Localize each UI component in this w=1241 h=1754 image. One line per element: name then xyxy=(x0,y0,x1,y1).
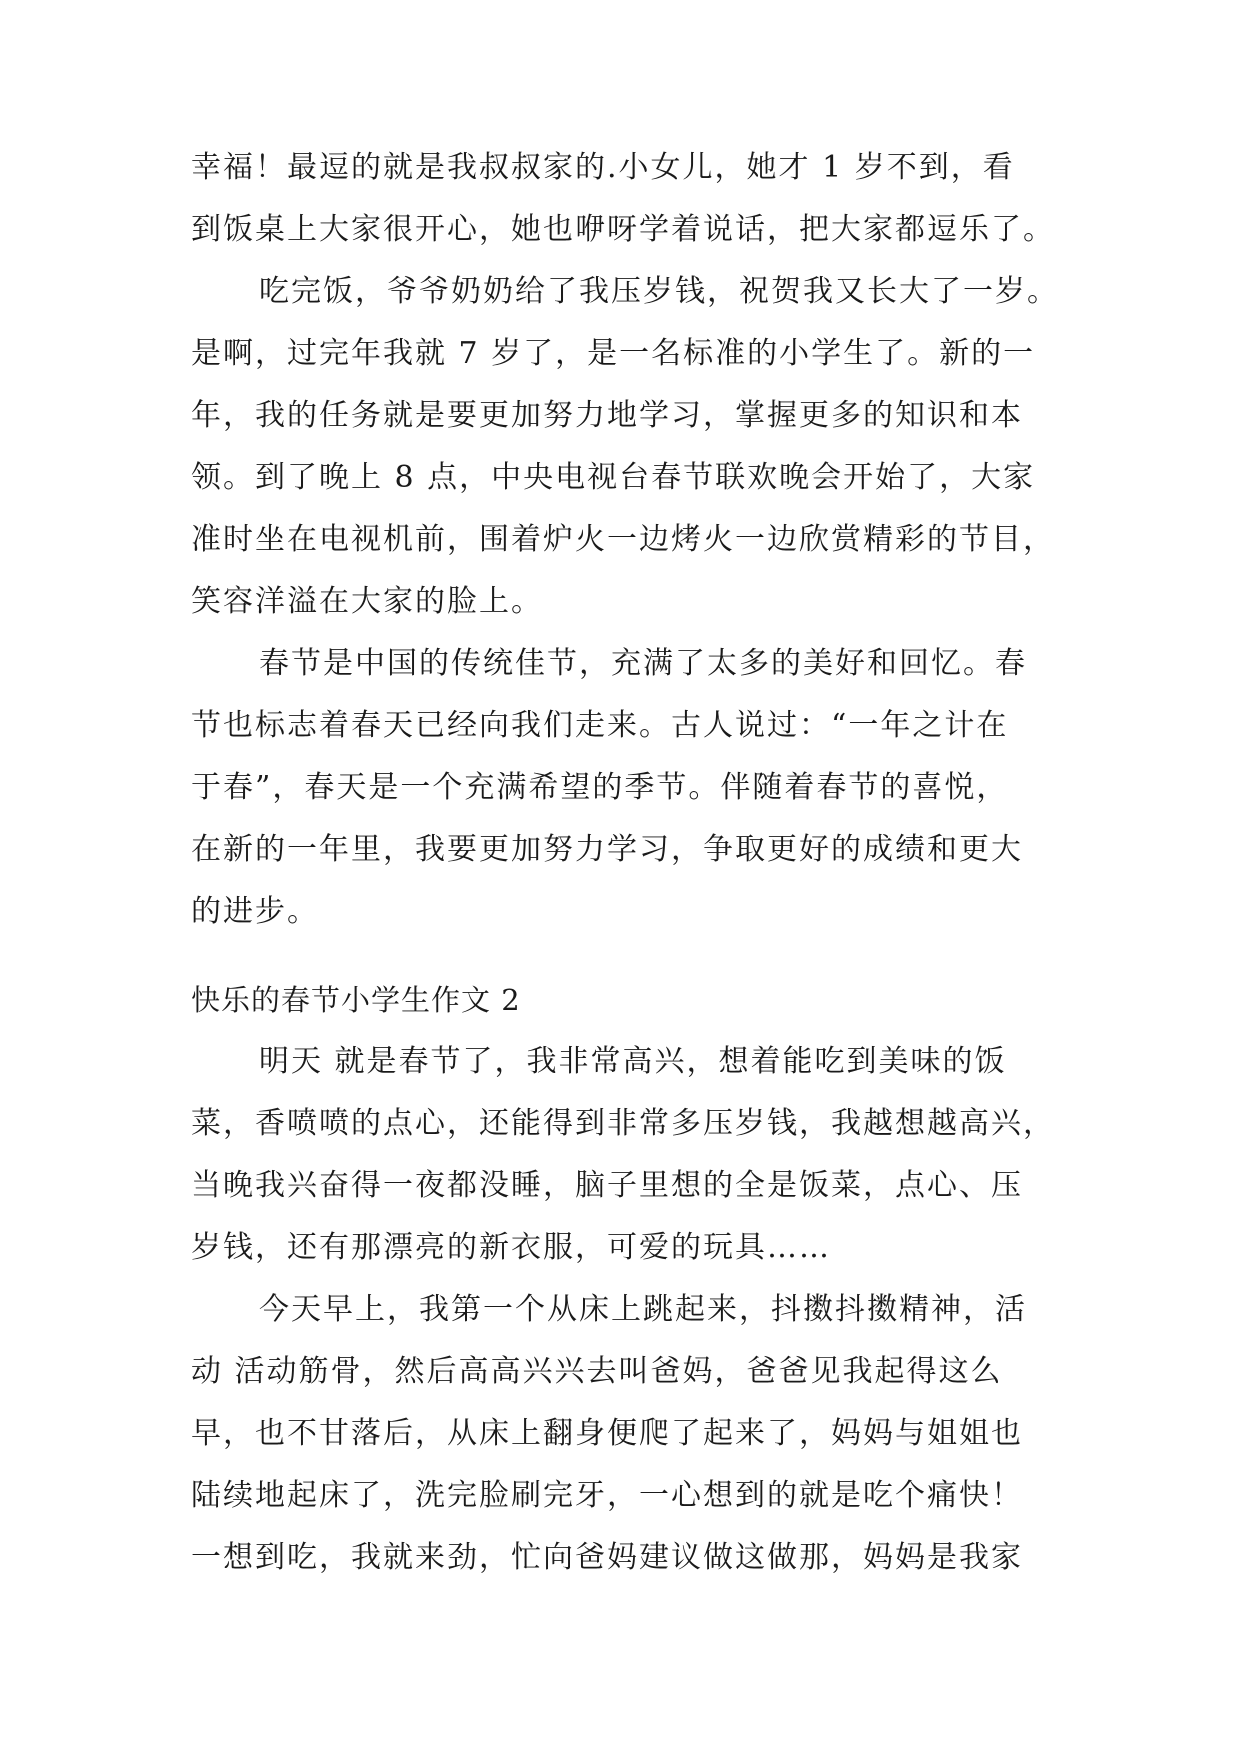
text-block-top xyxy=(191,137,1059,943)
paragraph-line: 笑容洋溢在大家的脸上。 xyxy=(191,584,543,619)
paragraph-line: 春节是中国的传统佳节，充满了太多的美好和回忆。春 xyxy=(259,646,1027,681)
text-block-bottom xyxy=(191,1031,1055,1589)
paragraph-line: 年，我的任务就是要更加努力地学习，掌握更多的知识和本 xyxy=(191,398,1023,433)
paragraph-line: 节也标志着春天已经向我们走来。古人说过：“一年之计在 xyxy=(191,708,1009,743)
paragraph-line: 岁钱，还有那漂亮的新衣服，可爱的玩具…… xyxy=(191,1230,831,1265)
paragraph-line: 今天早上，我第一个从床上跳起来，抖擞抖擞精神，活 xyxy=(259,1292,1027,1327)
paragraph-line: 于春”，春天是一个充满希望的季节。伴随着春节的喜悦， xyxy=(191,770,1009,805)
paragraph-line: 在新的一年里，我要更加努力学习，争取更好的成绩和更大 xyxy=(191,832,1023,867)
paragraph-line: 一想到吃，我就来劲，忙向爸妈建议做这做那，妈妈是我家 xyxy=(191,1540,1023,1575)
paragraph-line: 领。到了晚上 8 点，中央电视台春节联欢晚会开始了，大家 xyxy=(191,460,1036,495)
paragraph-line: 菜，香喷喷的点心，还能得到非常多压岁钱，我越想越高兴， xyxy=(191,1106,1055,1141)
paragraph-line: 的进步。 xyxy=(191,894,319,929)
paragraph-line: 吃完饭，爷爷奶奶给了我压岁钱，祝贺我又长大了一岁。 xyxy=(259,274,1059,309)
section-heading-block xyxy=(191,969,1051,1031)
paragraph-line: 到饭桌上大家很开心，她也咿呀学着说话，把大家都逗乐了。 xyxy=(191,212,1055,247)
paragraph-line: 幸福！最逗的就是我叔叔家的.小女儿，她才 1 岁不到，看 xyxy=(191,150,1015,185)
paragraph-line: 陆续地起床了，洗完脸刷完牙，一心想到的就是吃个痛快！ xyxy=(191,1478,1023,1513)
section-title: 快乐的春节小学生作文 2 xyxy=(191,983,521,1017)
paragraph-line: 当晚我兴奋得一夜都没睡，脑子里想的全是饭菜，点心、压 xyxy=(191,1168,1023,1203)
paragraph-line: 动 活动筋骨，然后高高兴兴去叫爸妈，爸爸见我起得这么 xyxy=(191,1354,1003,1389)
paragraph-line: 早，也不甘落后，从床上翻身便爬了起来了，妈妈与姐姐也 xyxy=(191,1416,1023,1451)
paragraph-line: 准时坐在电视机前，围着炉火一边烤火一边欣赏精彩的节目， xyxy=(191,522,1055,557)
paragraph-line: 明天 就是春节了，我非常高兴，想着能吃到美味的饭 xyxy=(259,1044,1007,1079)
paragraph-line: 是啊，过完年我就 7 岁了，是一名标准的小学生了。新的一 xyxy=(191,336,1036,371)
